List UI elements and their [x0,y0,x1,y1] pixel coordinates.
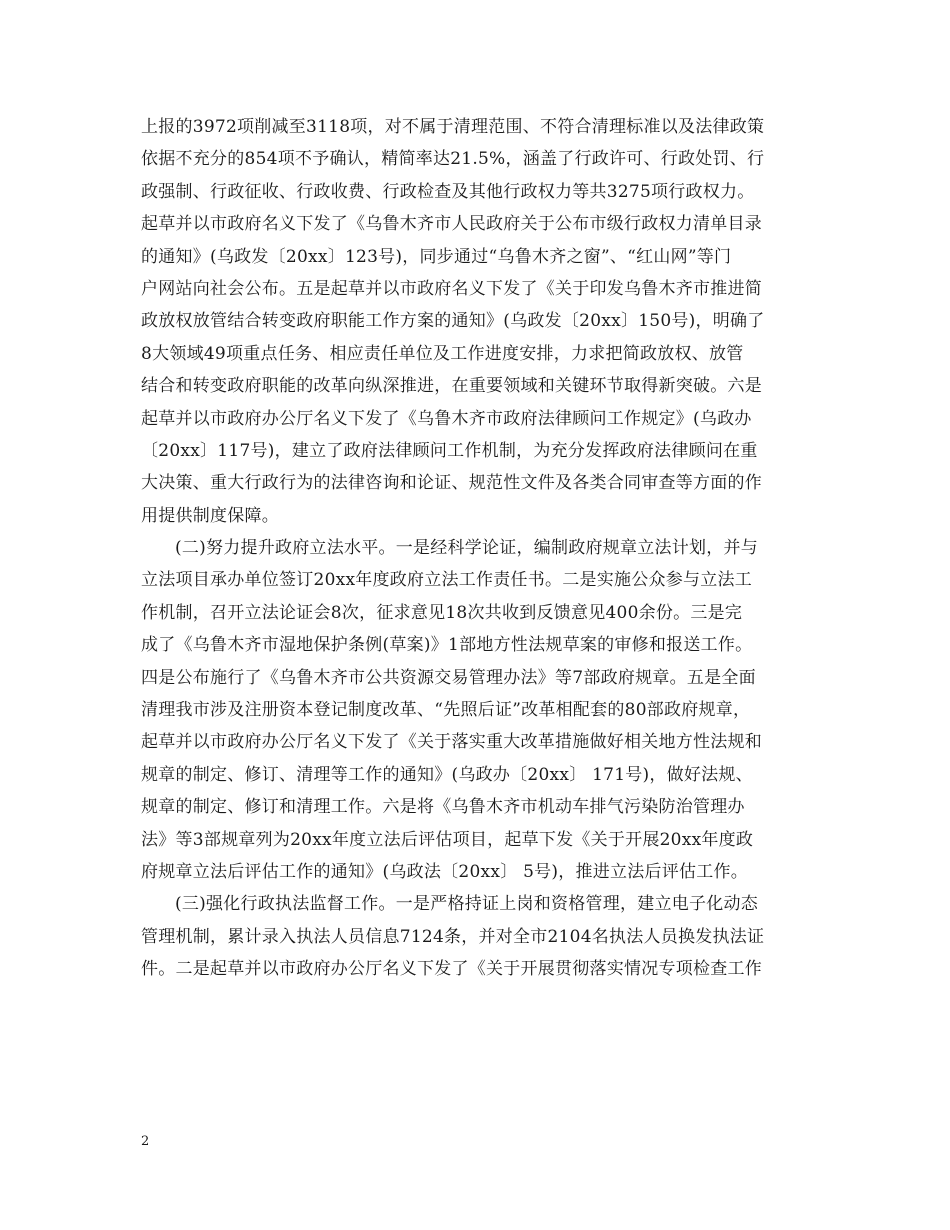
text-line: 规章的制定、修订、清理等工作的通知》(乌政办〔20xx〕 171号)，做好法规、 [141,764,753,785]
text-line: 政强制、行政征收、行政收费、行政检查及其他行政权力等共3275项行政权力。 [141,181,755,202]
text-line: 起草并以市政府名义下发了《乌鲁木齐市人民政府关于公布市级行政权力清单目录 [141,214,762,235]
text-line: 清理我市涉及注册资本登记制度改革、“先照后证”改革相配套的80部政府规章， [141,700,751,721]
text-line: 府规章立法后评估工作的通知》(乌政法〔20xx〕 5号)，推进立法后评估工作。 [141,861,749,882]
body-text [141,111,811,986]
text-line: 管理机制，累计录入执法人员信息7124条，并对全市2104名执法人员换发执法证 [141,926,765,947]
text-line: 法》等3部规章列为20xx年度立法后评估项目，起草下发《关于开展20xx年度政 [141,829,754,850]
text-line: 用提供制度保障。 [141,505,279,526]
text-line: 成了《乌鲁木齐市湿地保护条例(草案)》1部地方性法规草案的审修和报送工作。 [141,635,753,656]
text-line: 上报的3972项削减至3118项，对不属于清理范围、不符合清理标准以及法律政策 [141,117,765,137]
text-line: 四是公布施行了《乌鲁木齐市公共资源交易管理办法》等7部政府规章。五是全面 [141,667,756,688]
text-line: 〔20xx〕117号)，建立了政府法律顾问工作机制，为充分发挥政府法律顾问在重 [141,440,758,461]
text-line: 结合和转变政府职能的改革向纵深推进，在重要领域和关键环节取得新突破。六是 [141,376,762,397]
text-line: 规章的制定、修订和清理工作。六是将《乌鲁木齐市机动车排气污染防治管理办 [141,797,745,818]
text-line: 户网站向社会公布。五是起草并以市政府名义下发了《关于印发乌鲁木齐市推进简 [141,278,762,299]
text-line: 起草并以市政府办公厅名义下发了《乌鲁木齐市政府法律顾问工作规定》(乌政办 [141,408,752,429]
text-line: 起草并以市政府办公厅名义下发了《关于落实重大改革措施做好相关地方性法规和 [141,732,762,753]
text-line: 作机制，召开立法论证会8次，征求意见18次共收到反馈意见400余份。三是完 [141,602,743,623]
text-line: (二)努力提升政府立法水平。一是经科学论证，编制政府规章立法计划，并与 [175,538,759,559]
text-line: 8大领域49项重点任务、相应责任单位及工作进度安排，力求把简政放权、放管 [141,343,744,364]
text-line: 政放权放管结合转变政府职能工作方案的通知》(乌政发〔20xx〕150号)，明确了 [141,311,765,332]
text-line: (三)强化行政执法监督工作。一是严格持证上岗和资格管理，建立电子化动态 [175,894,759,915]
text-line: 依据不充分的854项不予确认，精简率达21.5%，涵盖了行政许可、行政处罚、行 [141,149,765,170]
text-line: 的通知》(乌政发〔20xx〕123号)，同步通过“乌鲁木齐之窗”、“红山网”等门 [141,246,732,267]
text-line: 立法项目承办单位签订20xx年度政府立法工作责任书。二是实施公众参与立法工 [141,570,753,591]
text-line: 大决策、重大行政行为的法律咨询和论证、规范性文件及各类合同审查等方面的作 [141,473,762,494]
page-number: 2 [141,1134,150,1149]
text-line: 件。二是起草并以市政府办公厅名义下发了《关于开展贯彻落实情况专项检查工作 [141,959,762,980]
